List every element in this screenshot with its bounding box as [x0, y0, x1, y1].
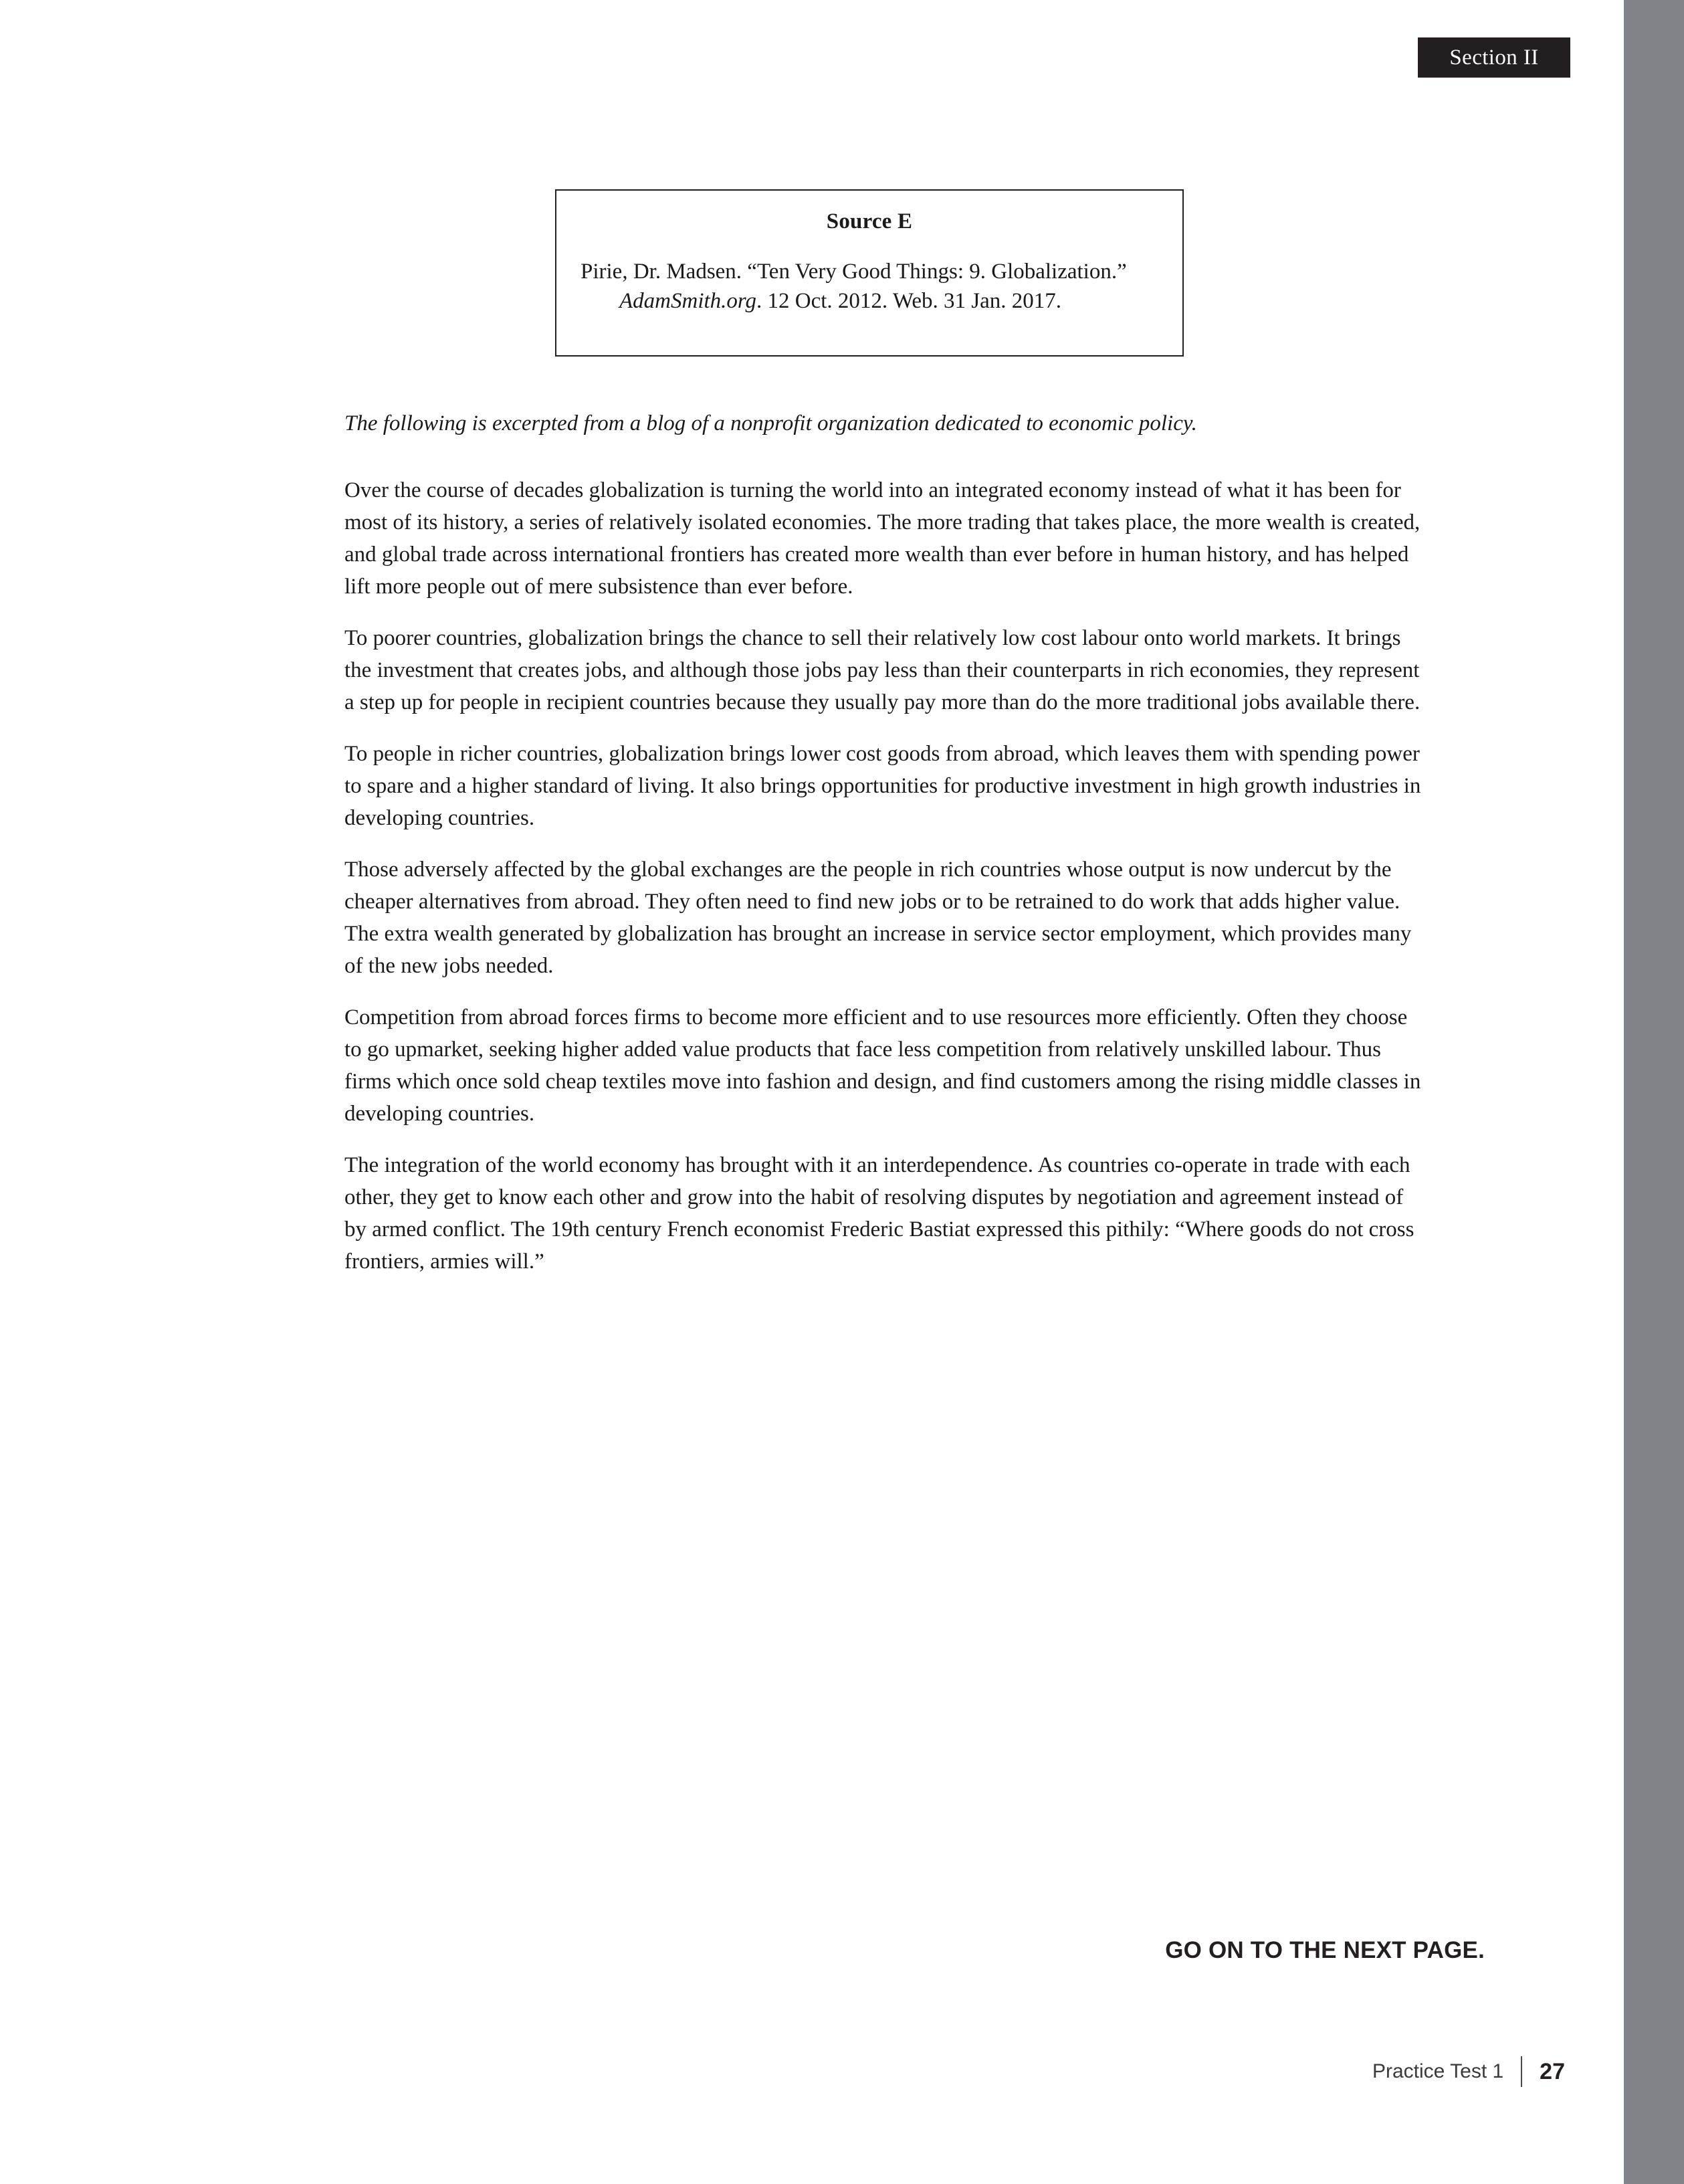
passage-paragraph: To poorer countries, globalization brings the chance to sell their relatively low cost labour onto world markets. It brings the investment that creates jobs, and although those jobs pay less than their counterparts in rich economies, they represent a step up for people in recipient countries because they usually pay more than do the more traditional jobs available there.	[344, 625, 1420, 714]
passage-paragraph: To people in richer countries, globalization brings lower cost goods from abroad, which leaves them with spending power to spare and a higher standard of living. It also brings opportunities for productive investment in high growth industries in developing countries.	[344, 741, 1421, 830]
passage-body	[344, 408, 1428, 1278]
citation-text-tail: . 12 Oct. 2012. Web. 31 Jan. 2017.	[756, 289, 1061, 314]
citation-text-lead: Pirie, Dr. Madsen. “Ten Very Good Things: 9. Globalization.”	[581, 260, 1127, 284]
footer-divider	[1521, 2056, 1522, 2087]
page-footer	[1372, 2056, 1565, 2087]
passage-intro-note: The following is excerpted from a blog of a nonprofit organization dedicated to economic policy.	[344, 411, 1197, 435]
page-edge-gray-bar	[1624, 0, 1684, 2184]
source-title: Source E	[826, 209, 913, 233]
section-tab-label: Section II	[1449, 45, 1539, 70]
source-citation	[581, 257, 1158, 316]
passage-paragraph: Competition from abroad forces firms to become more efficient and to use resources more efficiently. Often they choose to go upmarket, seeking higher added value products that face less competition from relatively unskilled labour. Thus firms which once sold cheap textiles move into fashion and design, and find customers among the rising middle classes in developing countries.	[344, 1005, 1421, 1126]
footer-test-label: Practice Test 1	[1372, 2060, 1504, 2082]
passage-paragraph: Those adversely affected by the global exchanges are the people in rich countries whose output is now undercut by the cheaper alternatives from abroad. They often need to find new jobs or to be retrained to do work that adds higher value. The extra wealth generated by globalization has brought an increase in service sector employment, which provides many of the new jobs needed.	[344, 857, 1412, 978]
page-number: 27	[1540, 2058, 1565, 2084]
section-tab	[1418, 37, 1570, 78]
source-citation-box	[555, 189, 1184, 357]
go-on-notice: GO ON TO THE NEXT PAGE.	[1165, 1937, 1485, 1963]
citation-site-name: AdamSmith.org	[619, 289, 757, 314]
passage-paragraph: Over the course of decades globalization is turning the world into an integrated economy instead of what it has been for most of its history, a series of relatively isolated economies. The more trading that takes place, the more wealth is created, and global trade across international frontiers has created more wealth than ever before in human history, and has helped lift more people out of mere subsistence than ever before.	[344, 478, 1420, 599]
passage-paragraph: The integration of the world economy has brought with it an interdependence. As countries co-operate in trade with each other, they get to know each other and grow into the habit of resolving disputes by negotiation and agreement instead of by armed conflict. The 19th century French economist Frederic Bastiat expressed this pithily: “Where goods do not cross frontiers, armies will.”	[344, 1153, 1414, 1274]
